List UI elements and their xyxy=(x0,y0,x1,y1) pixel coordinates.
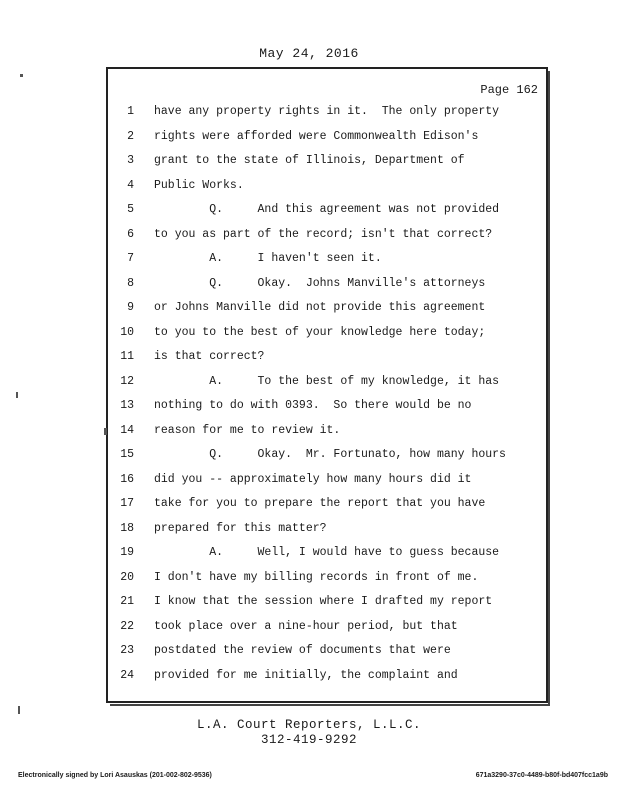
transcript-line xyxy=(108,228,544,252)
line-number: 24 xyxy=(120,668,134,682)
line-number: 18 xyxy=(120,521,134,535)
scan-speck xyxy=(16,392,18,398)
line-number: 17 xyxy=(120,497,134,510)
line-number: 12 xyxy=(120,374,134,388)
line-number: 4 xyxy=(127,178,134,192)
transcript-line xyxy=(108,669,544,693)
line-number: 9 xyxy=(127,301,134,314)
line-number: 7 xyxy=(127,252,134,265)
frame-shadow-right xyxy=(548,71,550,705)
signature-right: 671a3290-37c0-4489-b80f-bd407fcc1a9b xyxy=(475,772,608,779)
line-text: postdated the review of documents that were xyxy=(154,644,451,657)
transcript-line xyxy=(108,595,544,619)
footer-company: L.A. Court Reporters, L.L.C. xyxy=(196,718,422,732)
transcript-line xyxy=(108,620,544,644)
line-number: 16 xyxy=(120,472,134,486)
line-text: Q. Okay. Mr. Fortunato, how many hours xyxy=(154,448,506,461)
line-text: grant to the state of Illinois, Department of xyxy=(154,154,465,167)
transcript-line xyxy=(108,522,544,546)
transcript-line xyxy=(108,301,544,325)
line-text: Q. And this agreement was not provided xyxy=(154,203,500,216)
line-number: 2 xyxy=(127,129,134,143)
line-text: take for you to prepare the report that you have xyxy=(154,497,486,510)
line-number: 21 xyxy=(120,595,134,608)
transcript-line xyxy=(108,644,544,668)
line-number: 13 xyxy=(120,399,134,412)
line-number: 20 xyxy=(120,570,134,584)
line-text: A. I haven't seen it. xyxy=(154,252,382,265)
line-text: to you to the best of your knowledge here today; xyxy=(154,325,486,339)
transcript-line xyxy=(108,252,544,276)
line-text: I don't have my billing records in front of me. xyxy=(154,570,479,584)
transcript-line xyxy=(108,448,544,472)
line-number: 23 xyxy=(120,644,134,657)
line-text: to you as part of the record; isn't that correct? xyxy=(154,227,493,241)
footer-phone: 312-419-9292 xyxy=(260,733,357,747)
scan-speck xyxy=(104,428,107,435)
frame-shadow-bottom xyxy=(110,704,550,706)
transcript-line xyxy=(108,350,544,374)
line-text: rights were afforded were Commonwealth Edison's xyxy=(154,129,479,143)
line-number: 15 xyxy=(120,448,134,461)
transcript-line xyxy=(108,154,544,178)
transcript-frame xyxy=(106,67,548,703)
line-number: 14 xyxy=(120,423,134,437)
transcript-line xyxy=(108,105,544,129)
page-number: Page 162 xyxy=(480,83,538,97)
line-text: took place over a nine-hour period, but that xyxy=(154,619,458,633)
scan-speck xyxy=(18,706,20,714)
line-text: have any property rights in it. The only property xyxy=(154,105,500,118)
transcript-line xyxy=(108,179,544,203)
signature-left: Electronically signed by Lori Asauskas (201-002-802-9536) xyxy=(18,772,212,779)
transcript-line xyxy=(108,473,544,497)
line-text: A. Well, I would have to guess because xyxy=(154,546,500,559)
transcript-line xyxy=(108,130,544,154)
line-text: reason for me to review it. xyxy=(154,423,341,437)
line-text: prepared for this matter? xyxy=(154,521,327,535)
scan-speck xyxy=(20,74,23,77)
line-number: 8 xyxy=(127,276,134,290)
line-text: or Johns Manville did not provide this agreement xyxy=(154,301,486,314)
line-text: did you -- approximately how many hours did it xyxy=(154,472,472,486)
line-text: Q. Okay. Johns Manville's attorneys xyxy=(154,276,486,290)
header-date: May 24, 2016 xyxy=(259,46,359,61)
line-text: A. To the best of my knowledge, it has xyxy=(154,374,500,388)
transcript-line xyxy=(108,546,544,570)
line-number: 19 xyxy=(120,546,134,559)
line-text: I know that the session where I drafted my report xyxy=(154,595,493,608)
line-number: 10 xyxy=(120,325,134,339)
line-number: 3 xyxy=(127,154,134,167)
line-number: 1 xyxy=(127,105,134,118)
transcript-line xyxy=(108,326,544,350)
line-number: 5 xyxy=(127,203,134,216)
transcript-line xyxy=(108,424,544,448)
line-text: nothing to do with 0393. So there would be no xyxy=(154,399,472,412)
line-text: provided for me initially, the complaint and xyxy=(154,668,458,682)
transcript-line xyxy=(108,571,544,595)
line-text: is that correct? xyxy=(154,350,265,363)
transcript-line xyxy=(108,497,544,521)
transcript-line xyxy=(108,375,544,399)
transcript-line xyxy=(108,399,544,423)
line-text: Public Works. xyxy=(154,178,244,192)
transcript-line xyxy=(108,203,544,227)
line-number: 22 xyxy=(120,619,134,633)
line-number: 11 xyxy=(120,350,134,363)
transcript-line xyxy=(108,277,544,301)
line-number: 6 xyxy=(127,227,134,241)
